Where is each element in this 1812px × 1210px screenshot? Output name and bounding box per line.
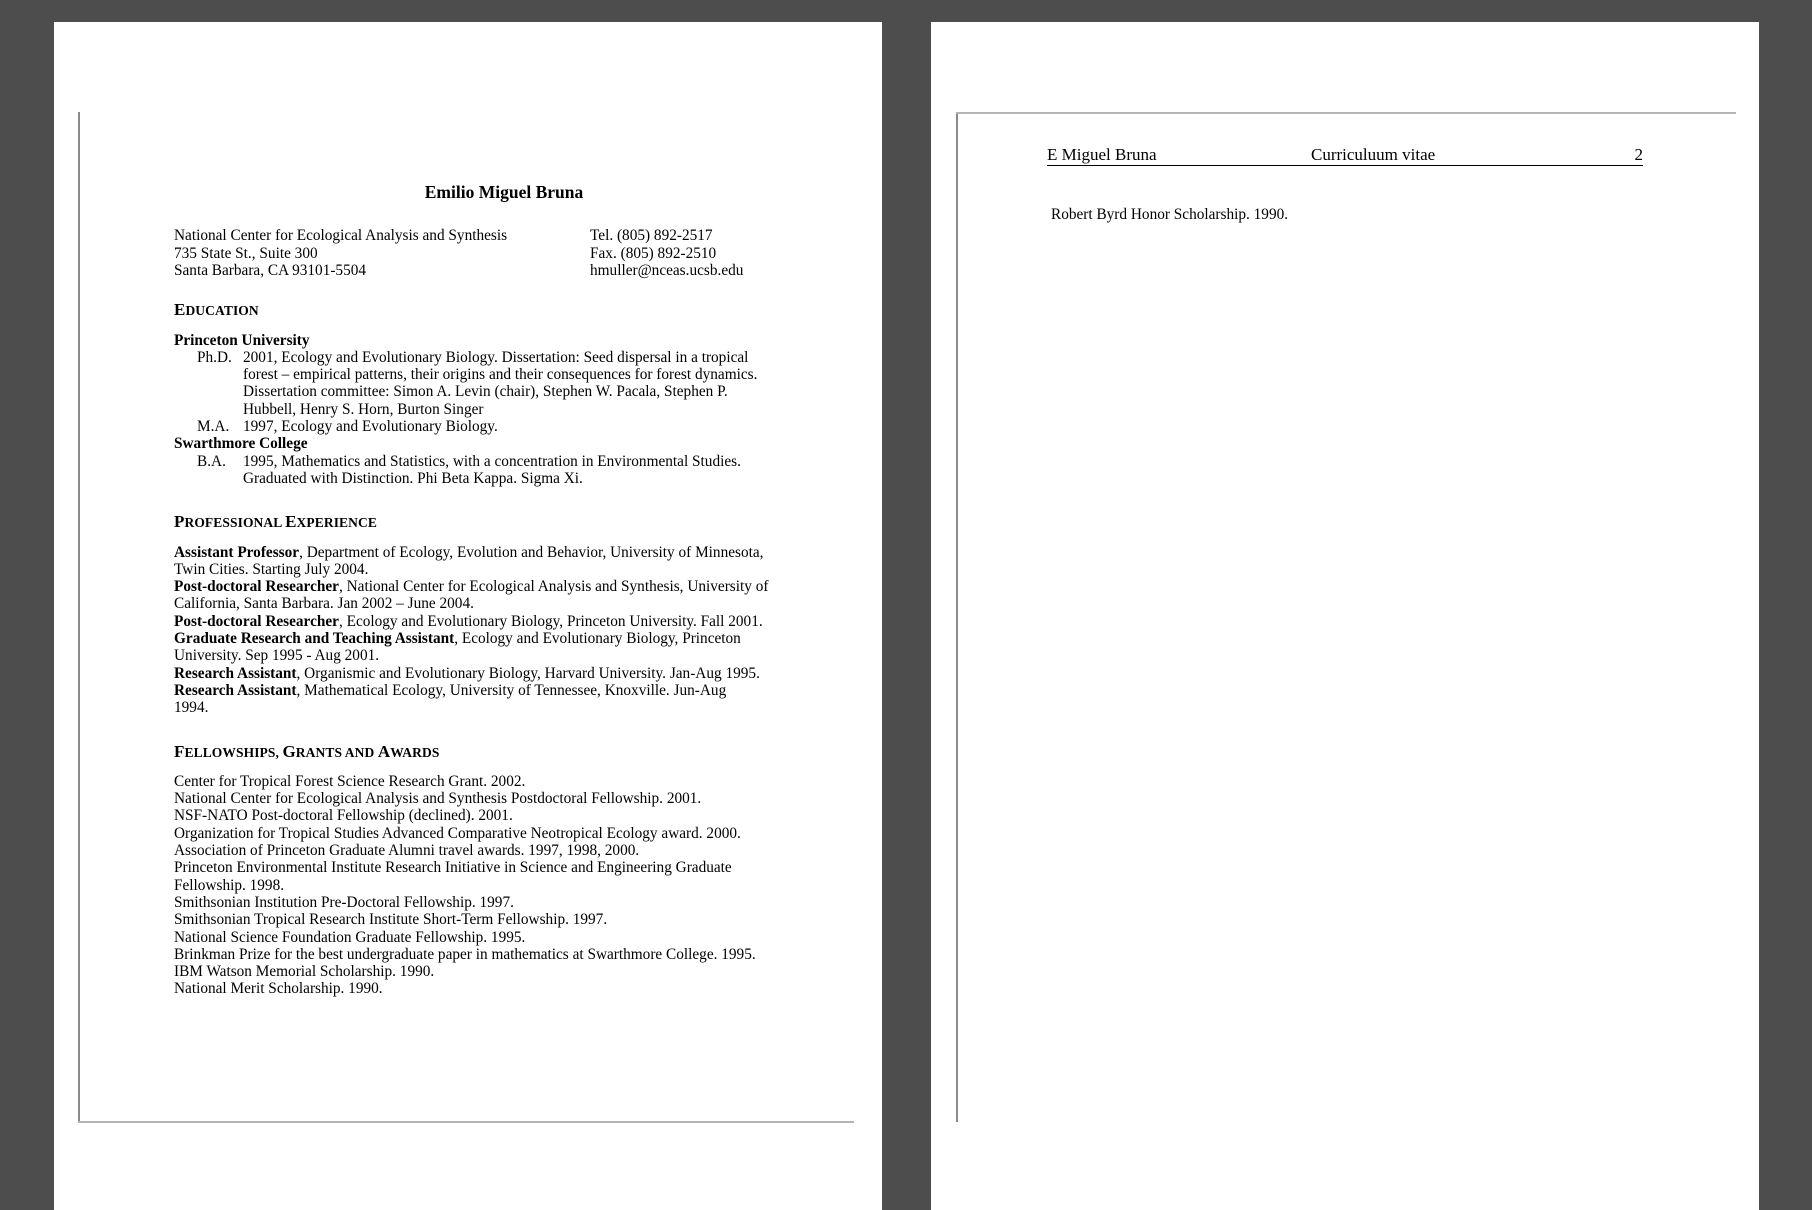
education-heading: EDUCATION [174,300,259,320]
address-block [174,227,507,279]
page-margin-top-line [956,112,1736,114]
degree-label: Ph.D. [197,348,232,366]
page-margin-left-line [78,112,80,1122]
phone-line: Tel. (805) 892-2517 [590,227,713,245]
award-item: National Science Foundation Graduate Fellowship. 1995. [174,928,526,946]
degree-ma: M.A. 1997, Ecology and Evolutionary Biology. [197,418,498,436]
document-page-2 [931,22,1759,1210]
experience-item: Post-doctoral Researcher, Ecology and Evolutionary Biology, Princeton University. Fall 2001. [174,612,763,630]
award-item: Association of Princeton Graduate Alumni travel awards. 1997, 1998, 2000. [174,842,640,860]
award-item: Smithsonian Institution Pre-Doctoral Fellowship. 1997. [174,893,514,911]
address-line: National Center for Ecological Analysis and Synthesis [174,227,508,245]
experience-item: Post-doctoral Researcher, National Center for Ecological Analysis and Synthesis, University of California, Santa Barbara. Jan 2002 – June 2004. [174,578,769,613]
institution-princeton: Princeton University [174,331,310,349]
running-header [1047,145,1643,166]
award-item: National Merit Scholarship. 1990. [174,980,383,998]
award-item: Center for Tropical Forest Science Research Grant. 2002. [174,772,526,790]
award-item: IBM Watson Memorial Scholarship. 1990. [174,963,435,981]
cv-name: Emilio Miguel Bruna [424,182,584,202]
header-author: E Miguel Bruna [1047,145,1157,164]
address-line: Santa Barbara, CA 93101-5504 [174,261,367,279]
experience-heading: PROFESSIONAL EXPERIENCE [174,512,377,532]
phone-block [590,227,743,279]
institution-swarthmore: Swarthmore College [174,435,308,453]
cv-content [174,184,834,998]
experience-item: Research Assistant, Organismic and Evolutionary Biology, Harvard University. Jan-Aug 1995. [174,664,760,682]
header-page-number: 2 [1634,145,1643,164]
address-line: 735 State St., Suite 300 [174,244,318,262]
fax-line: Fax. (805) 892-2510 [590,244,717,262]
award-item: Smithsonian Tropical Research Institute Short-Term Fellowship. 1997. [174,911,608,929]
award-item: Brinkman Prize for the best undergraduate paper in mathematics at Swarthmore College. 1995. [174,945,756,963]
experience-item: Graduate Research and Teaching Assistant, Ecology and Evolutionary Biology, Princeton University. Sep 1995 - Aug 2001. [174,630,741,665]
degree-label: B.A. [197,452,226,470]
degree-label: M.A. [197,418,230,436]
email-line: hmuller@nceas.ucsb.edu [590,261,744,279]
award-item: Princeton Environmental Institute Research Initiative in Science and Engineering Graduate Fellowship. 1998. [174,859,732,894]
page-margin-left-line [956,112,958,1122]
document-page-1 [54,22,882,1210]
awards-heading: FELLOWSHIPS, GRANTS AND AWARDS [174,741,440,761]
award-item: Robert Byrd Honor Scholarship. 1990. [1051,206,1289,223]
award-item: NSF-NATO Post-doctoral Fellowship (declined). 2001. [174,807,513,825]
award-item: National Center for Ecological Analysis and Synthesis Postdoctoral Fellowship. 2001. [174,790,702,808]
degree-phd: Ph.D. 2001, Ecology and Evolutionary Biology. Dissertation: Seed dispersal in a tropical forest – empirical patterns, their origins and their consequences for forest dynamics. Dissertation committee: Simon A. Levin (chair), Stephen W. Pacala, Stephen P. Hubbell, Henry S. Horn, Burton Singer [197,348,758,418]
experience-item: Research Assistant, Mathematical Ecology, University of Tennessee, Knoxville. Jun-Aug 1994. [174,681,727,717]
experience-item: Assistant Professor, Department of Ecology, Evolution and Behavior, University of Minnesota, Twin Cities. Starting July 2004. [174,543,764,578]
contact-block [174,227,834,279]
award-item: Organization for Tropical Studies Advanced Comparative Neotropical Ecology award. 2000. [174,824,741,842]
degree-ba: B.A. 1995, Mathematics and Statistics, with a concentration in Environmental Studies. Graduated with Distinction. Phi Beta Kappa. Sigma Xi. [197,452,741,487]
page-margin-bottom-line [78,1121,854,1123]
header-title: Curriculuum vitae [1311,145,1436,164]
